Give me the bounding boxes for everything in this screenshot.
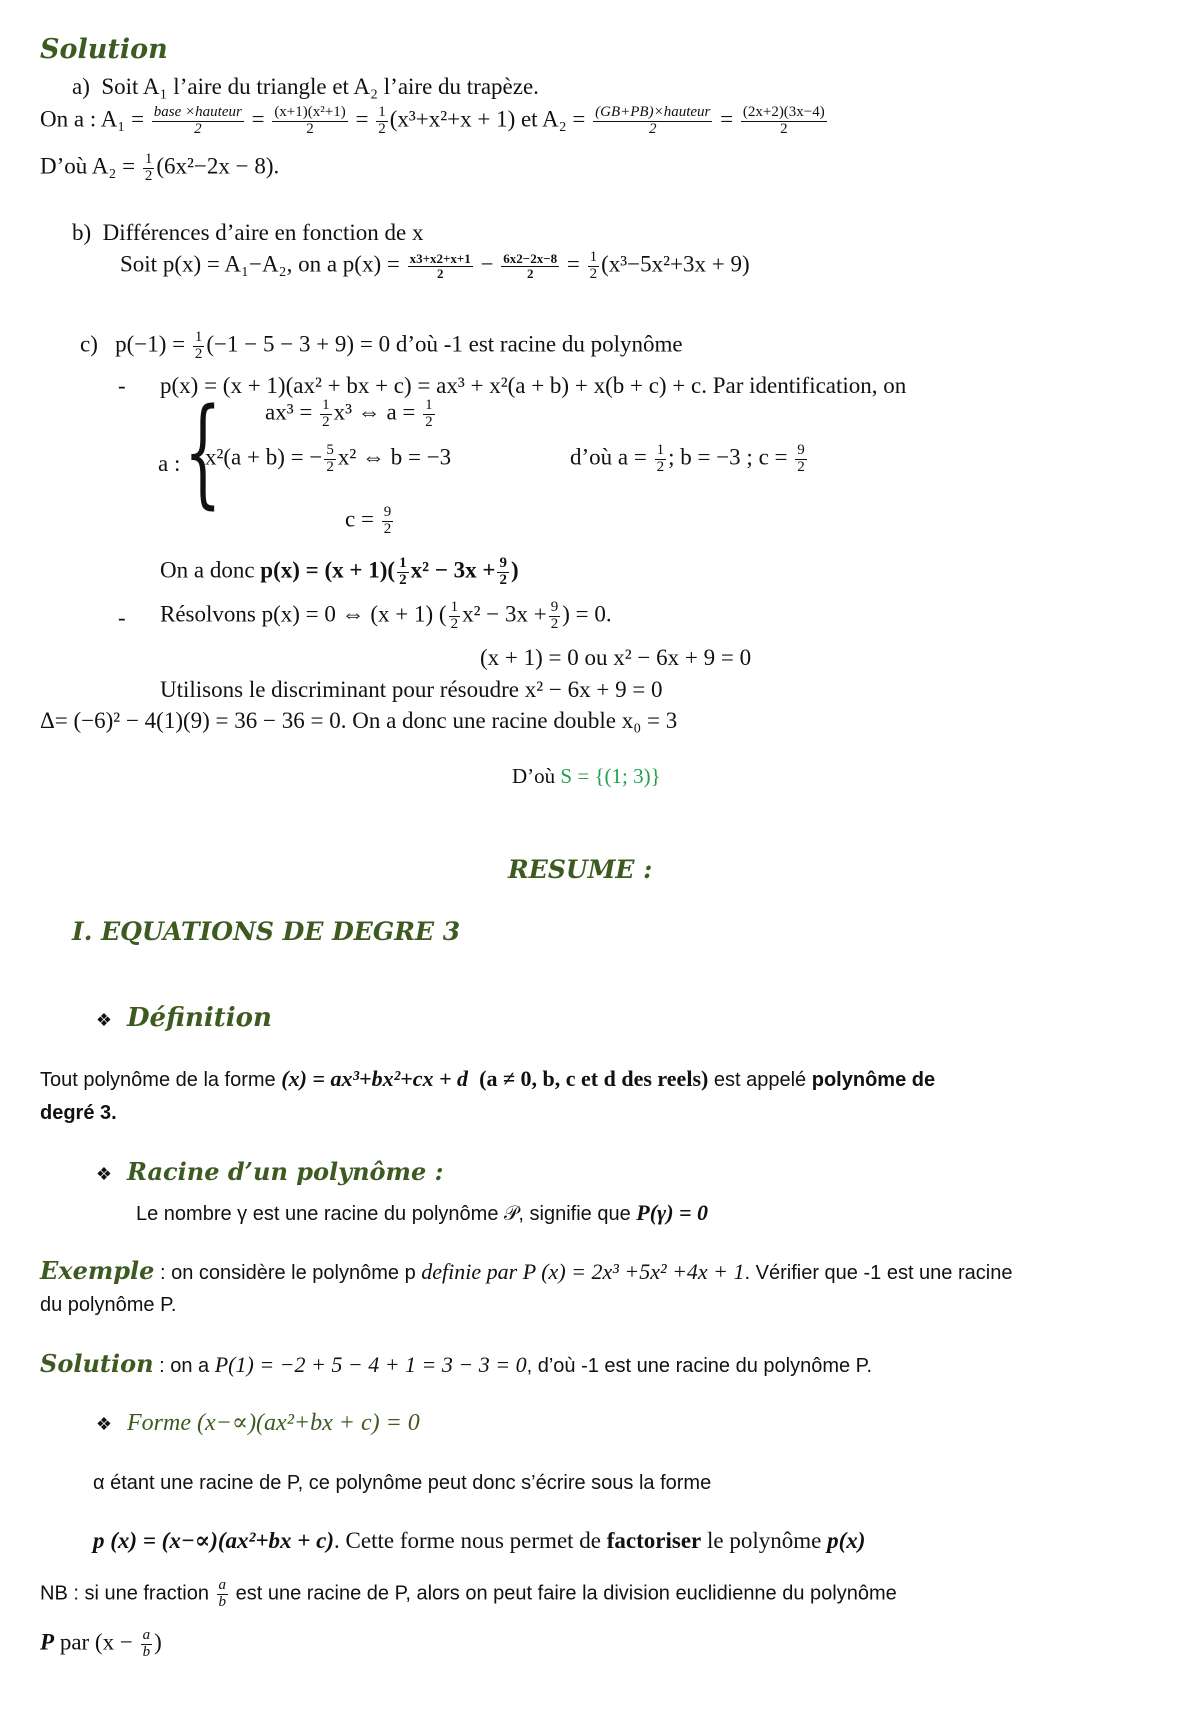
example-solution-text2: , d’où -1 est une racine du polynôme P. — [526, 1355, 873, 1377]
forme-text: . Cette forme nous permet de — [334, 1528, 607, 1553]
pb-expression: (x³−5x²+3x + 9) — [601, 251, 750, 277]
diamond-bullet-icon: ❖ — [95, 1414, 113, 1434]
pc-expression: (−1 − 5 − 3 + 9) = 0 d’où -1 est racine du polynôme — [206, 331, 683, 357]
fraction-base-hauteur — [152, 105, 244, 138]
alpha-text-line: α étant une racine de P, ce polynôme peut donc s’écrire sous la forme — [93, 1472, 712, 1494]
example-solution-text: : on a — [153, 1355, 215, 1377]
denominator: 2 — [450, 615, 459, 632]
fraction-half — [423, 398, 435, 431]
denominator: 2 — [780, 120, 788, 137]
definition-text-line1 — [40, 1066, 935, 1092]
section-title: I. EQUATIONS DE DEGRE 3 — [72, 917, 461, 946]
definition-title: Définition — [127, 1003, 272, 1033]
res-lead: Résolvons p(x) = 0 ⇔ (x + 1) ( — [160, 601, 447, 627]
fraction-half — [655, 443, 667, 476]
fraction-half — [449, 600, 461, 633]
numerator: 9 — [797, 442, 805, 458]
fact-expr: p(x) = (x + 1)( — [260, 557, 396, 583]
solution-set-line — [512, 764, 661, 788]
nb-line2 — [40, 1628, 162, 1661]
forme-title: Forme (x−∝)(ax²+bx + c) = 0 — [127, 1410, 420, 1436]
forme-heading — [95, 1410, 420, 1438]
fraction-five-half — [324, 443, 336, 476]
numerator: 9 — [550, 599, 559, 615]
denominator: 2 — [326, 458, 334, 475]
denominator: 2 — [526, 265, 534, 281]
pb-lead: Soit p(x) = A₁−A₂, on a p(x) = — [120, 251, 400, 277]
example-solution-title: Solution — [40, 1349, 154, 1378]
part-c-dash-2: - — [118, 605, 126, 630]
exemple-line2: du polynôme P. — [40, 1294, 177, 1316]
nb-line2-end: ) — [154, 1629, 162, 1655]
fraction-half — [397, 556, 409, 589]
denominator: b — [142, 1643, 151, 1660]
system-lead: a : — [158, 451, 181, 476]
fraction-a-over-b — [217, 1578, 229, 1611]
eq1-mid: x³ ⇔ a = — [333, 399, 416, 425]
numerator: 1 — [399, 555, 407, 571]
denominator: 2 — [436, 265, 444, 281]
fraction-gb-pb — [593, 105, 712, 138]
fraction-half — [143, 152, 155, 185]
delta-line: Δ= (−6)² − 4(1)(9) = 36 − 36 = 0. On a donc une racine double x₀ = 3 — [40, 708, 678, 733]
exemple-text2: . Vérifier que -1 est une racine — [744, 1262, 1013, 1284]
denominator: 2 — [499, 571, 507, 588]
part-a-text: Soit A₁ l’aire du triangle et A₂ l’aire du trapèze. — [101, 74, 539, 99]
nb-text: est une racine de P, alors on peut faire la division euclidienne du polynôme — [230, 1582, 897, 1605]
numerator: 1 — [656, 442, 665, 458]
fraction-nine-half — [497, 556, 509, 589]
numerator: 1 — [144, 151, 153, 167]
sol-lead: D’où — [512, 764, 556, 788]
denominator: 2 — [656, 458, 665, 475]
denominator: 2 — [550, 615, 559, 632]
part-b-label: b) — [72, 220, 92, 245]
diamond-bullet-icon: ❖ — [95, 1164, 113, 1184]
part-a-a2-line — [40, 152, 279, 185]
numerator: 1 — [194, 329, 203, 345]
fact-lead: On a donc — [160, 557, 255, 583]
denominator: 2 — [797, 458, 805, 475]
numerator: 9 — [499, 555, 507, 571]
part-a-label: a) — [72, 74, 90, 99]
numerator: base ×hauteur — [153, 104, 242, 120]
conclusion-lead: d’où a = — [570, 444, 647, 470]
res-end: ) = 0. — [562, 601, 612, 627]
system-eq2 — [205, 443, 451, 476]
numerator: a — [142, 1627, 151, 1643]
denominator: 2 — [378, 120, 386, 137]
factorised-line — [160, 556, 519, 589]
fraction-half — [588, 250, 600, 283]
part-a-intro — [72, 74, 539, 100]
exemple-text: : on considère le polynôme p — [154, 1262, 422, 1284]
forme-bold: factoriser — [606, 1528, 702, 1553]
denominator: 2 — [322, 413, 330, 430]
fraction-b1 — [408, 252, 473, 280]
nb-lead: NB : si une fraction — [40, 1582, 215, 1605]
denominator: b — [218, 1593, 227, 1610]
numerator: 1 — [322, 397, 330, 413]
pc-lead: p(−1) = — [115, 331, 186, 357]
a1-expression: (x³+x²+x + 1) et A₂ = — [389, 106, 586, 132]
eq1-lead: ax³ = — [265, 399, 313, 425]
forme-text2: le polynôme — [701, 1528, 828, 1553]
fraction-nine-half — [795, 443, 807, 476]
fact-mid: x² − 3x + — [410, 557, 496, 583]
forme-math: p (x) = (x−∝)(ax²+bx + c) — [93, 1528, 335, 1553]
exemple-math: definie par P (x) = 2x³ +5x² +4x + 1 — [421, 1259, 745, 1284]
part-b-title: Différences d’aire en fonction de x — [102, 220, 424, 245]
nb-line2-text: par (x − — [54, 1629, 139, 1655]
part-c-label: c) — [80, 331, 98, 357]
fraction-nine-half — [549, 600, 561, 633]
def-bold: polynôme de — [811, 1069, 936, 1091]
system-eq3 — [345, 505, 395, 538]
denominator: 2 — [194, 345, 203, 362]
fraction-a1-poly — [272, 105, 347, 138]
a2-lead: D’où A₂ = — [40, 153, 136, 179]
part-c-identification-line: p(x) = (x + 1)(ax² + bx + c) = ax³ + x²(a + b) + x(b + c) + c. Par identification, on — [160, 373, 907, 398]
part-a-formula-line: On a : A₁ = $\frac{\text{base ×hauteur}}{2}$ = $\frac{\text{(x+1)(x²+1)}}{2}$ = $\frac{1}{2}$ (x³+x²+x + 1) et A₂ = $\frac{\text{(GB+PB)×hauteur}}{2}$ = $\frac{(2x+2)(3x-4)}{2}$ — [40, 104, 825, 137]
resolution-line — [160, 600, 612, 633]
part-b-formula-line: Soit p(x) = A₁−A₂, on a p(x) = $\frac{x3+x2+x+1}{2}$ − $\frac{6x2-2x-8}{2}$ = $\frac{1}{2}$ (x³−5x²+3x + 9) — [120, 249, 750, 282]
racine-title: Racine d’un polynôme : — [127, 1157, 444, 1186]
numerator: 1 — [450, 599, 459, 615]
exemple-title: Exemple — [40, 1256, 155, 1285]
racine-text-line — [136, 1200, 708, 1226]
solution-set: S = {(1; 3)} — [560, 764, 661, 788]
system-eq1 — [265, 398, 437, 431]
part-b-title-line — [72, 220, 423, 246]
example-solution-math: P(1) = −2 + 5 − 4 + 1 = 3 − 3 = 0 — [214, 1352, 527, 1377]
numerator: 1 — [589, 249, 598, 265]
numerator: (2x+2)(3x−4) — [742, 104, 825, 120]
def-math: (x) = ax³+bx²+cx + d — [281, 1066, 469, 1091]
racine-math: P(γ) = 0 — [636, 1200, 709, 1225]
fraction-half — [193, 330, 205, 363]
fraction-b2 — [501, 252, 559, 280]
denominator: 2 — [425, 413, 433, 430]
a1-lead: On a : A₁ = — [40, 106, 145, 132]
def-text2: est appelé — [708, 1069, 812, 1091]
resume-title: RESUME : — [508, 855, 653, 884]
denominator: 2 — [399, 571, 407, 588]
example-solution-line — [40, 1350, 872, 1378]
numerator: 1 — [378, 104, 386, 120]
denominator: 2 — [194, 120, 202, 137]
res-mid: x² − 3x + — [462, 601, 547, 627]
forme-math2: p(x) — [827, 1528, 866, 1553]
numerator: 5 — [326, 442, 334, 458]
nb-line2-lead: P — [40, 1629, 55, 1655]
denominator: 2 — [589, 265, 598, 282]
exemple-line1 — [40, 1257, 1012, 1285]
numerator: (x+1)(x²+1) — [274, 104, 346, 120]
numerator: 1 — [425, 397, 433, 413]
a2-expression: (6x²−2x − 8). — [156, 153, 280, 179]
numerator: x3+x2+x+1 — [409, 251, 471, 267]
denominator: 2 — [649, 120, 657, 137]
def-paren: (a ≠ 0, b, c et d des reels) — [479, 1066, 709, 1091]
nb-line1 — [40, 1578, 897, 1611]
definition-text-line2: degré 3. — [40, 1102, 117, 1124]
forme-formula-line — [93, 1528, 865, 1554]
def-text1: Tout polynôme de la forme — [40, 1069, 282, 1091]
eq2-lead: x²(a + b) = − — [205, 444, 323, 470]
diamond-bullet-icon: ❖ — [95, 1010, 113, 1030]
numerator: a — [218, 1577, 227, 1593]
fraction-a2-poly — [741, 105, 827, 138]
numerator: 6x2−2x−8 — [503, 251, 558, 267]
or-line: (x + 1) = 0 ou x² − 6x + 9 = 0 — [480, 645, 752, 670]
fraction-nine-half — [382, 505, 394, 538]
racine-text: Le nombre γ est une racine du polynôme 𝒫, signifie que — [136, 1203, 637, 1225]
denominator: 2 — [144, 167, 153, 184]
eq3-lead: c = — [345, 506, 374, 532]
eq2-mid: x² ⇔ b = −3 — [337, 444, 452, 470]
conclusion-mid: ; b = −3 ; c = — [668, 444, 788, 470]
fraction-a-over-b — [141, 1628, 153, 1661]
solution-heading: Solution — [40, 34, 168, 65]
discriminant-line: Utilisons le discriminant pour résoudre x² − 6x + 9 = 0 — [160, 677, 663, 702]
part-c-dash-1: - — [118, 373, 126, 398]
numerator: (GB+PB)×hauteur — [595, 104, 711, 120]
system-conclusion — [570, 443, 809, 476]
fraction-half — [320, 398, 332, 431]
definition-heading — [95, 1004, 272, 1034]
system-brace: { — [184, 382, 222, 520]
fraction-half — [376, 105, 388, 138]
denominator: 2 — [383, 520, 392, 537]
denominator: 2 — [306, 120, 314, 137]
numerator: 9 — [383, 504, 392, 520]
fact-end: ) — [510, 557, 519, 583]
part-c-line1 — [80, 330, 683, 363]
racine-heading — [95, 1158, 443, 1186]
